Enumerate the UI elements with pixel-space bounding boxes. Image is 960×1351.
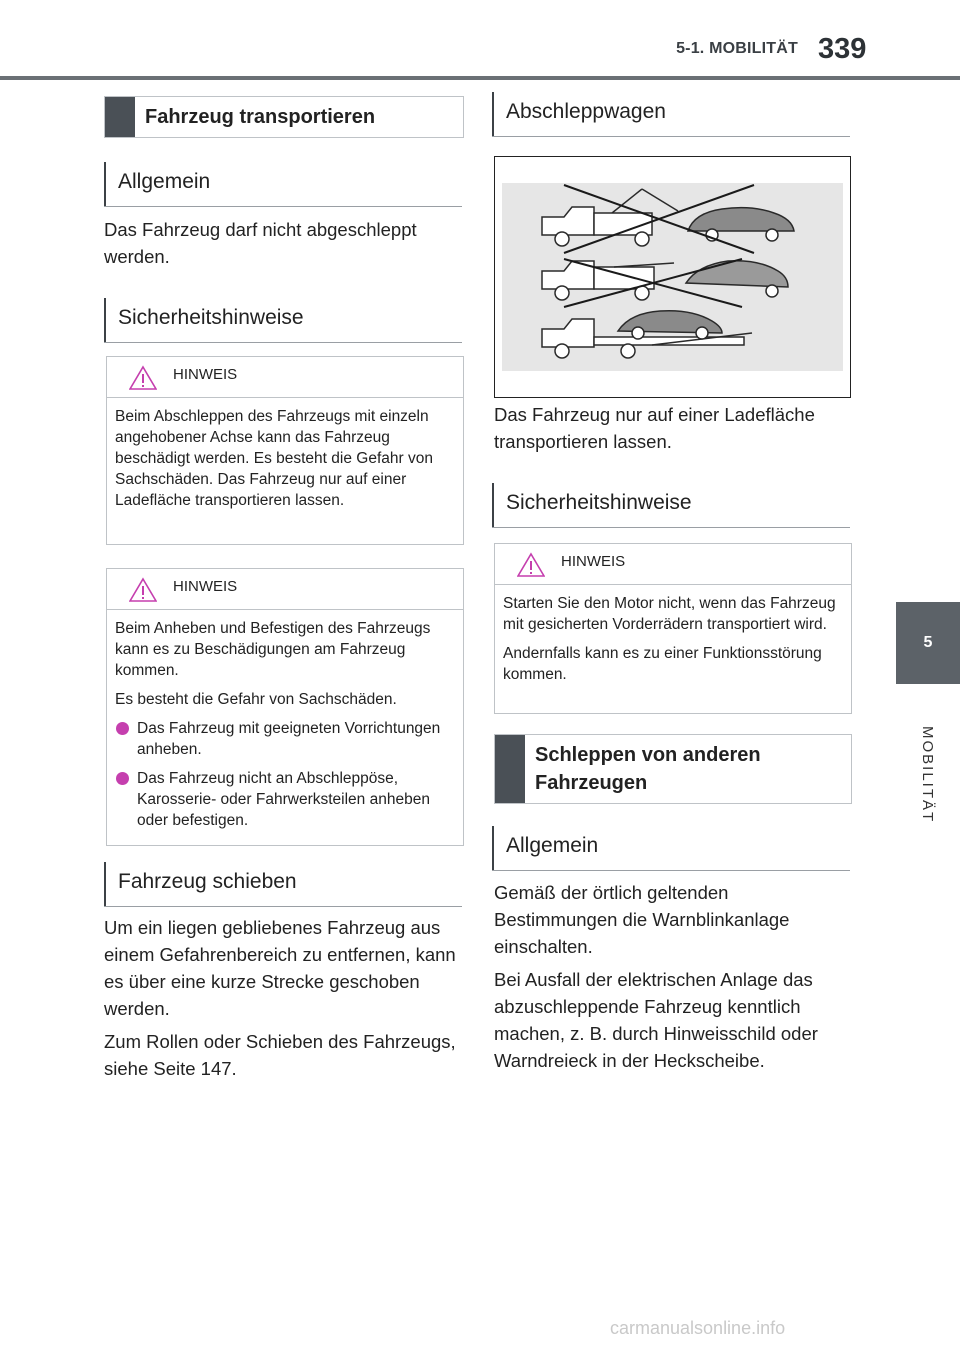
bullet-dot-icon [116, 772, 129, 785]
notice-paragraph: Beim Anheben und Befestigen des Fahrzeugs kann es zu Beschädigungen am Fahrzeug kommen. [115, 620, 431, 679]
bullet-dot-icon [116, 722, 129, 735]
subheading-abschleppwagen: Abschleppwagen [492, 92, 850, 137]
page-number: 339 [818, 33, 867, 65]
header-rule [0, 76, 960, 80]
notice-text: Beim Abschleppen des Fahrzeugs mit einzeln angehobener Achse kann das Fahrzeug beschädigt werden. Es besteht die Gefahr von Sachschäden. Das Fahrzeug nur auf einer Ladefläche transportieren lassen. [115, 408, 433, 509]
notice-title: HINWEIS [173, 578, 238, 595]
watermark: carmanualsonline.info [610, 1318, 786, 1338]
chapter-tab: 5 [896, 602, 960, 684]
notice-box-1 [106, 356, 464, 545]
warning-triangle-icon [129, 365, 157, 391]
tow-methods-image [502, 183, 843, 371]
subheading-fahrzeug-schieben: Fahrzeug schieben [104, 862, 462, 907]
warning-triangle-icon [517, 552, 545, 578]
notice-paragraph: Andernfalls kann es zu einer Funktionsstörung kommen. [503, 645, 822, 683]
subheading-allgemein-right: Allgemein [492, 826, 850, 871]
schieben-text: Um ein liegen gebliebenes Fahrzeug aus einem Gefahrenbereich zu entfernen, kann es über eine kurze Strecke geschoben werden. Zum Rollen oder Schieben des Fahrzeugs, siehe Seite 147. [104, 917, 456, 1079]
chapter-side-title: MOBILITÄT [919, 726, 936, 824]
notice-box-2 [106, 568, 464, 846]
notice-box-3 [494, 543, 852, 714]
section-title-text: Schleppen von anderen Fahrzeugen [535, 744, 761, 794]
abschleppwagen-caption: Das Fahrzeug nur auf einer Ladefläche transportieren lassen. [494, 404, 815, 452]
tow-truck-illustration [494, 156, 851, 398]
section-tab [105, 97, 135, 137]
section-title-fahrzeug-transportieren [104, 96, 464, 138]
subheading-allgemein: Allgemein [104, 162, 462, 207]
list-item: Das Fahrzeug mit geeigneten Vorrichtungen anheben. [115, 718, 455, 760]
section-title-text: Fahrzeug transportieren [145, 106, 376, 128]
notice-paragraph: Es besteht die Gefahr von Sachschäden. [115, 691, 397, 708]
notice-paragraph: Starten Sie den Motor nicht, wenn das Fahrzeug mit gesicherten Vorderrädern transportiert wird. [503, 595, 836, 633]
section-tab [495, 735, 525, 803]
list-item: Das Fahrzeug nicht an Abschleppöse, Karosserie- oder Fahrwerksteilen anheben oder befestigen. [115, 768, 455, 831]
running-header-section: 5-1. MOBILITÄT [676, 40, 798, 57]
warning-triangle-icon [129, 577, 157, 603]
subheading-sicherheitshinweise-right: Sicherheitshinweise [492, 483, 850, 528]
notice-title: HINWEIS [561, 553, 626, 570]
subheading-sicherheitshinweise: Sicherheitshinweise [104, 298, 462, 343]
allgemein-right-text: Gemäß der örtlich geltenden Bestimmungen die Warnblinkanlage einschalten. Bei Ausfall der elektrischen Anlage das abzuschleppende Fahrzeug kenntlich machen, z. B. durch Hinweisschild oder Warndreieck in der Heckscheibe. [494, 882, 818, 1071]
allgemein-text: Das Fahrzeug darf nicht abgeschleppt werden. [104, 219, 417, 267]
section-title-schleppen [494, 734, 852, 804]
notice-title: HINWEIS [173, 366, 238, 383]
